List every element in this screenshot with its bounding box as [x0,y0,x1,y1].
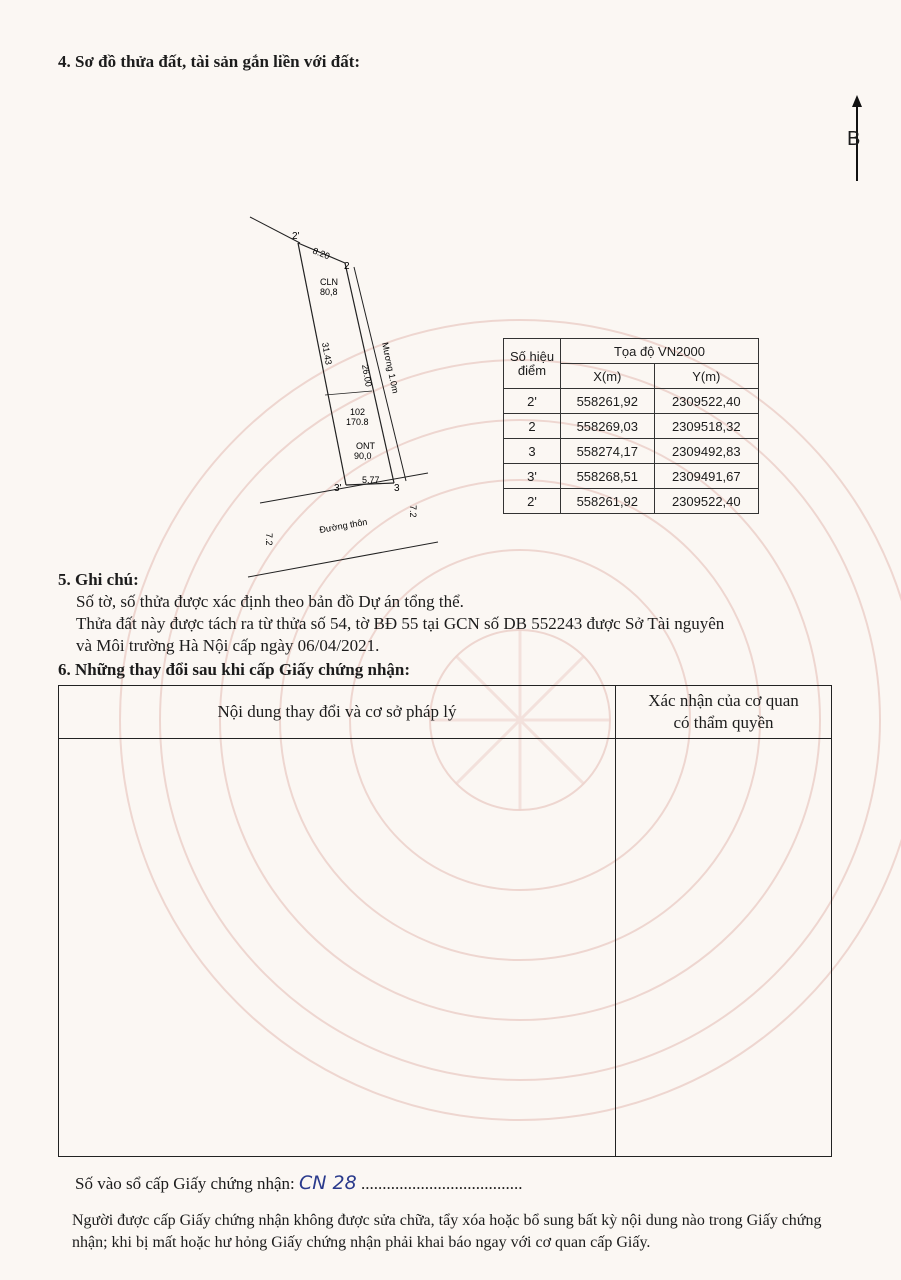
changes-col2-line2: có thẩm quyền [673,713,774,732]
table-row [504,464,759,489]
point-2p-label: 2' [292,231,300,242]
ont-label: ONT [356,441,375,451]
point-2-label: 2 [344,261,350,272]
point-id-cell: 2' [504,389,561,414]
x-cell: 558269,03 [561,414,655,439]
table-row [504,439,759,464]
x-cell: 558268,51 [561,464,655,489]
point-3p-label: 3' [334,483,342,494]
section4-title: 4. Sơ đồ thửa đất, tài sản gắn liền với đất: [58,52,361,71]
y-cell: 2309492,83 [654,439,758,464]
x-cell: 558261,92 [561,389,655,414]
y-cell: 2309518,32 [654,414,758,439]
cln-area-label: 80,8 [320,287,338,297]
table-row [504,389,759,414]
road-width-right-label: 7.2 [408,505,418,518]
changes-table [58,685,832,1157]
registration-line [75,1172,522,1194]
y-cell: 2309522,40 [654,489,758,514]
dim-left-label: 31.43 [320,341,334,366]
dim-top-label: 8.20 [311,245,332,262]
cln-label: CLN [320,277,339,287]
coord-y-header: Y(m) [654,364,758,389]
parcel-sketch [240,215,450,585]
registration-dots: ...................................... [360,1174,523,1193]
section6-title: 6. Những thay đổi sau khi cấp Giấy chứng nhận: [58,660,411,679]
registration-value: CN 28 [299,1172,357,1194]
coord-group-header: Tọa độ VN2000 [561,339,759,364]
dim-right-label: 26.00 [360,363,374,388]
changes-column-divider [615,686,616,1156]
coordinate-table [503,338,759,514]
road-width-left-label: 7.2 [264,533,274,546]
point-id-cell: 2 [504,414,561,439]
coord-idx-header: Số hiệu điểm [504,339,561,389]
point-id-cell: 2' [504,489,561,514]
note-line-3: và Môi trường Hà Nội cấp ngày 06/04/2021. [76,636,380,655]
parcel-area-label: 170.8 [346,417,369,427]
table-row [504,489,759,514]
point-3-label: 3 [394,483,400,494]
ont-area-label: 90,0 [354,451,372,461]
x-cell: 558274,17 [561,439,655,464]
y-cell: 2309522,40 [654,389,758,414]
note-line-1: Số tờ, số thửa được xác định theo bản đồ Dự án tổng thể. [76,592,464,611]
changes-col1-header: Nội dung thay đổi và cơ sở pháp lý [217,702,457,721]
north-label: B [847,128,861,150]
section5-title: 5. Ghi chú: [58,570,139,589]
parcel-no-label: 102 [350,407,366,417]
note-line-2: Thửa đất này được tách ra từ thửa số 54, tờ BĐ 55 tại GCN số DB 552243 được Sở Tài nguyên [76,614,725,633]
registration-label: Số vào sổ cấp Giấy chứng nhận: [75,1174,295,1193]
coord-x-header: X(m) [561,364,655,389]
x-cell: 558261,92 [561,489,655,514]
changes-col2-header [616,690,831,734]
point-id-cell: 3' [504,464,561,489]
y-cell: 2309491,67 [654,464,758,489]
canal-label: Mương 1.0m [380,341,401,395]
road-label: Đường thôn [318,516,369,535]
table-row [504,414,759,439]
footer-notice: Người được cấp Giấy chứng nhận không được sửa chữa, tẩy xóa hoặc bổ sung bất kỳ nội dung nào trong Giấy chứng nhận; khi bị mất hoặc hư hỏng Giấy chứng nhận phải khai báo ngay với cơ quan cấp Giấy. [72,1212,822,1251]
point-id-cell: 3 [504,439,561,464]
changes-col2-line1: Xác nhận của cơ quan [648,691,799,710]
dim-bottom-label: 5.77 [362,475,380,485]
